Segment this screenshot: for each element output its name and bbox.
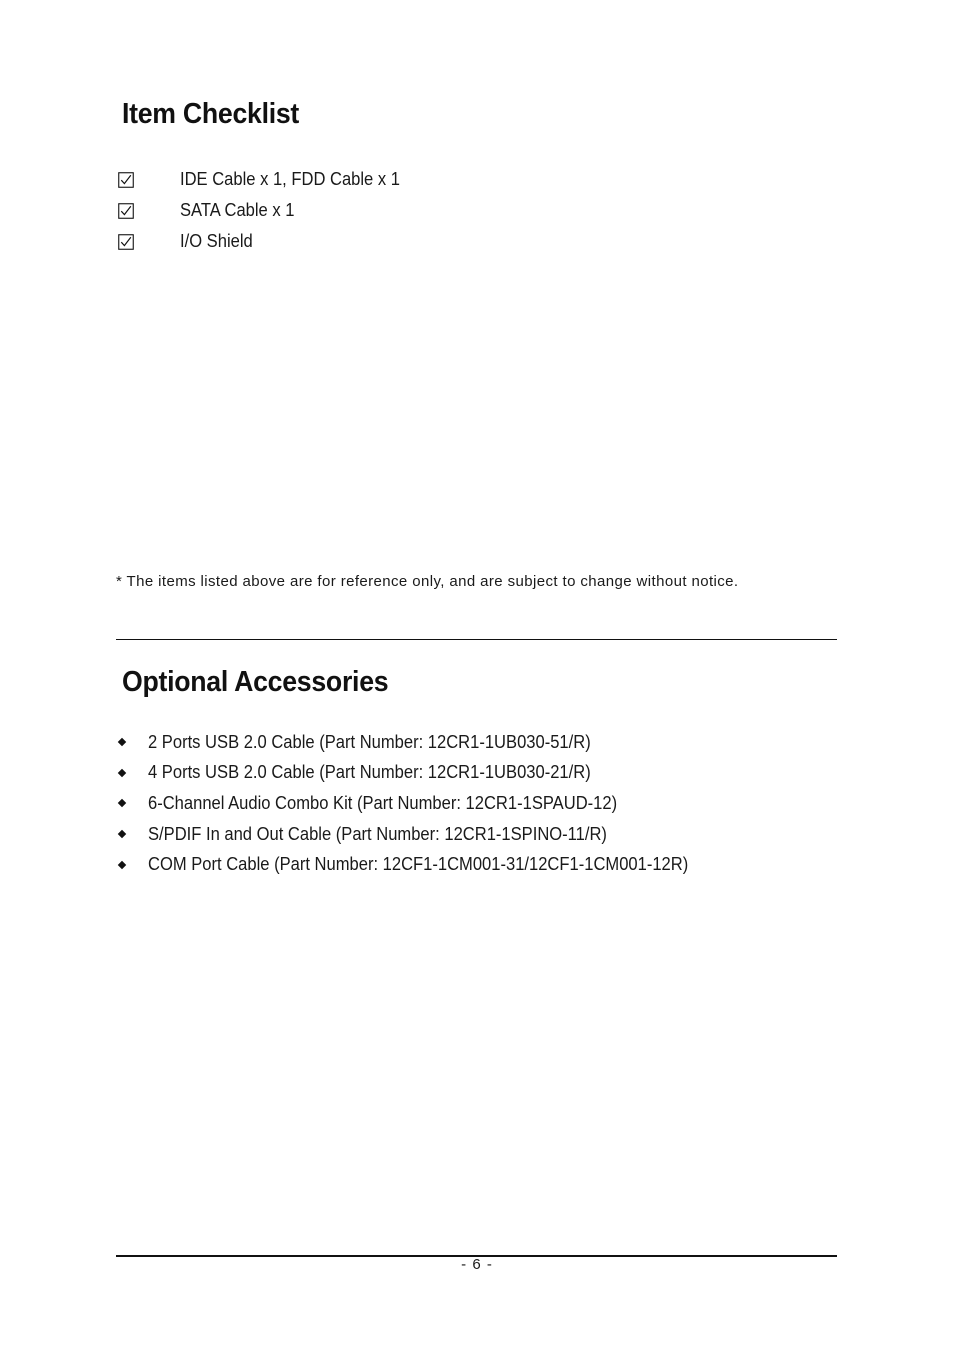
accessory-item-label: 6-Channel Audio Combo Kit (Part Number: 12CR1-1SPAUD-12): [148, 792, 618, 813]
section-divider: [116, 639, 837, 640]
accessory-item: [116, 727, 735, 758]
checklist-item-label: IDE Cable x 1, FDD Cable x 1: [180, 169, 400, 189]
checklist-item: [118, 195, 419, 226]
checklist-item-label: SATA Cable x 1: [180, 200, 295, 220]
checked-box-icon: [118, 234, 134, 250]
checklist: [118, 164, 419, 257]
diamond-bullet-icon: [118, 799, 126, 807]
accessory-item: [116, 819, 735, 850]
checklist-item-label: I/O Shield: [180, 231, 253, 251]
accessory-item: [116, 849, 735, 880]
checklist-item: [118, 164, 419, 195]
diamond-bullet-icon: [118, 738, 126, 746]
checklist-footnote: * The items listed above are for reference only, and are subject to change without notice.: [116, 573, 739, 590]
diamond-bullet-icon: [118, 830, 126, 838]
accessory-item-label: S/PDIF In and Out Cable (Part Number: 12CR1-1SPINO-11/R): [148, 823, 607, 844]
accessories-list: [116, 727, 735, 880]
page-number: - 6 -: [461, 1256, 493, 1273]
checklist-heading: Item Checklist: [122, 98, 300, 130]
diamond-bullet-icon: [118, 860, 126, 868]
accessory-item-label: 4 Ports USB 2.0 Cable (Part Number: 12CR1-1UB030-21/R): [148, 762, 591, 783]
checked-box-icon: [118, 203, 134, 219]
diamond-bullet-icon: [118, 769, 126, 777]
accessory-item-label: COM Port Cable (Part Number: 12CF1-1CM001-31/12CF1-1CM001-12R): [148, 854, 689, 875]
accessories-heading: Optional Accessories: [122, 666, 389, 698]
checked-box-icon: [118, 172, 134, 188]
checklist-item: [118, 226, 419, 257]
accessory-item-label: 2 Ports USB 2.0 Cable (Part Number: 12CR1-1UB030-51/R): [148, 731, 591, 752]
accessory-item: [116, 758, 735, 789]
accessory-item: [116, 788, 735, 819]
